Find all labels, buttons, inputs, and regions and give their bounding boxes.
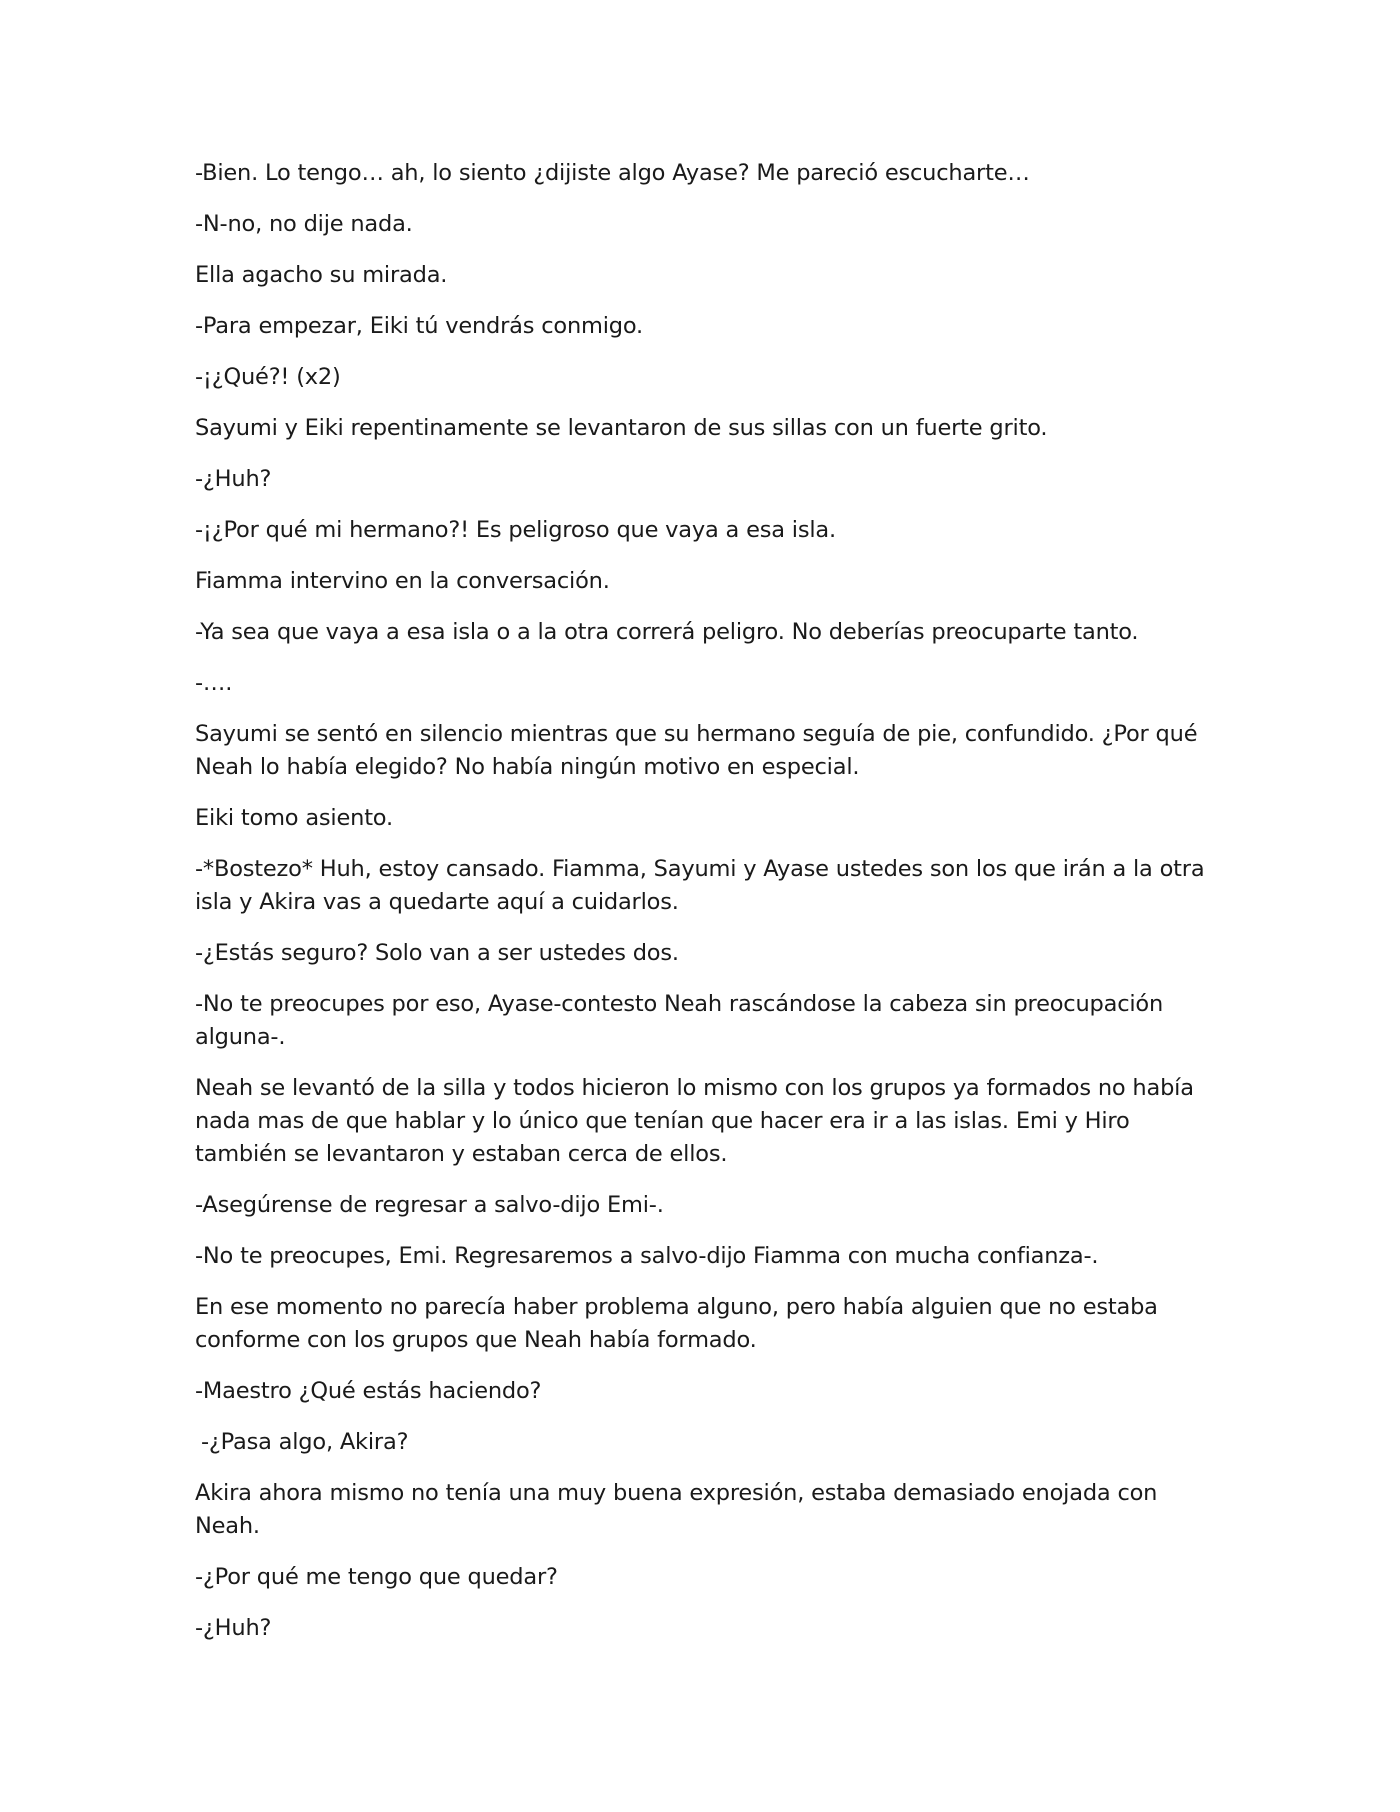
paragraph: En ese momento no parecía haber problema alguno, pero había alguien que no estaba conforme con los grupos que Neah había formado. [195,1294,1158,1353]
paragraph: -¿Por qué me tengo que quedar? [195,1564,558,1590]
paragraph: Akira ahora mismo no tenía una muy buena expresión, estaba demasiado enojada con Neah. [195,1480,1158,1539]
document-body [195,157,1210,1663]
paragraph: Neah se levantó de la silla y todos hicieron lo mismo con los grupos ya formados no había nada mas de que hablar y lo único que tenían que hacer era ir a las islas. Emi y Hiro también se levantaron y estaban cerca de ellos. [195,1075,1194,1167]
paragraph: Eiki tomo asiento. [195,805,393,831]
paragraph: -Ya sea que vaya a esa isla o a la otra correrá peligro. No deberías preocuparte tanto. [195,619,1139,645]
paragraph: -¡¿Por qué mi hermano?! Es peligroso que vaya a esa isla. [195,517,836,543]
paragraph: Fiamma intervino en la conversación. [195,568,610,594]
paragraph: -Maestro ¿Qué estás haciendo? [195,1378,542,1404]
paragraph: -Para empezar, Eiki tú vendrás conmigo. [195,313,644,339]
paragraph: -No te preocupes, Emi. Regresaremos a salvo-dijo Fiamma con mucha confianza-. [195,1243,1099,1269]
paragraph: -N-no, no dije nada. [195,211,413,237]
paragraph: -No te preocupes por eso, Ayase-contesto Neah rascándose la cabeza sin preocupación alguna-. [195,991,1164,1050]
paragraph: -*Bostezo* Huh, estoy cansado. Fiamma, Sayumi y Ayase ustedes son los que irán a la otra isla y Akira vas a quedarte aquí a cuidarlos. [195,856,1205,915]
paragraph: -¡¿Qué?! (x2) [195,364,341,390]
paragraph: Ella agacho su mirada. [195,262,448,288]
paragraph: Sayumi y Eiki repentinamente se levantaron de sus sillas con un fuerte grito. [195,415,1048,441]
paragraph: Sayumi se sentó en silencio mientras que su hermano seguía de pie, confundido. ¿Por qué Neah lo había elegido? No había ningún motivo en especial. [195,721,1198,780]
paragraph: -Asegúrense de regresar a salvo-dijo Emi-. [195,1192,664,1218]
paragraph: -¿Estás seguro? Solo van a ser ustedes dos. [195,940,679,966]
paragraph: -¿Pasa algo, Akira? [201,1429,409,1455]
paragraph: -¿Huh? [195,1615,272,1641]
paragraph: -…. [195,670,233,696]
paragraph: -Bien. Lo tengo… ah, lo siento ¿dijiste algo Ayase? Me pareció escucharte… [195,160,1030,186]
paragraph: -¿Huh? [195,466,272,492]
